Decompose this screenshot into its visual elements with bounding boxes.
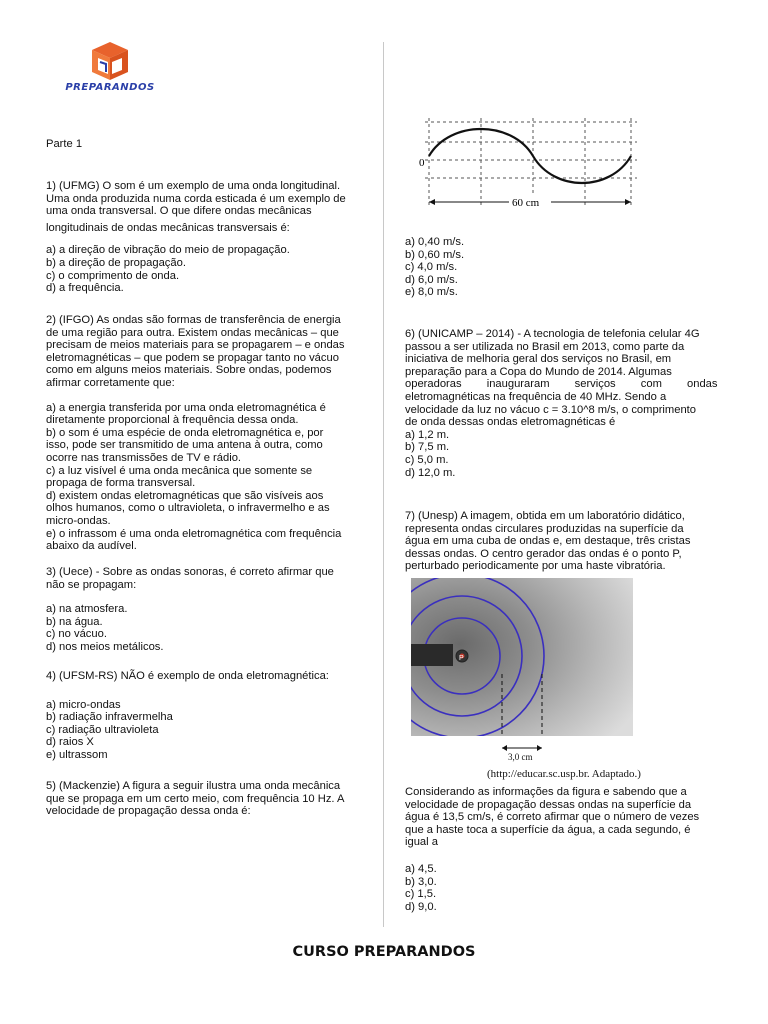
wave-curve xyxy=(429,129,631,183)
q2-option: propaga de forma transversal. xyxy=(46,477,196,490)
q2-stem-line: precisam de meios materiais para se propagarem – e ondas xyxy=(46,339,345,352)
q5-stem-line: que se propaga em um certo meio, com frequência 10 Hz. A xyxy=(46,792,345,805)
question-5-options xyxy=(405,236,719,299)
q6-stem-line: passou a ser utilizada no Brasil em 2013, como parte da xyxy=(405,340,685,353)
q6-option: b) 7,5 m. xyxy=(405,441,450,454)
question-6 xyxy=(405,328,719,479)
q6-option: a) 1,2 m. xyxy=(405,428,450,441)
q5-option: e) 8,0 m/s. xyxy=(405,286,458,299)
q7-follow-line: água é 13,5 cm/s, é correto afirmar que o número de vezes xyxy=(405,811,700,824)
cube-logo-icon xyxy=(50,40,170,84)
question-1 xyxy=(46,180,360,295)
q2-option: c) a luz visível é uma onda mecânica que somente se xyxy=(46,464,313,477)
q2-option: micro-ondas. xyxy=(46,514,111,527)
q7-option: c) 1,5. xyxy=(405,888,437,901)
question-3 xyxy=(46,566,360,654)
wave-tank-photo xyxy=(411,578,633,766)
q6-stem-line: preparação para a Copa do Mundo de 2014. Algumas xyxy=(405,365,672,378)
question-5 xyxy=(46,780,360,818)
q1-stem-line: uma onda transversal. O que difere ondas mecânicas xyxy=(46,205,312,218)
q7-follow-line: que a haste toca a superfície da água, a cada segundo, é xyxy=(405,823,691,836)
q5-stem-line: velocidade de propagação dessa onda é: xyxy=(46,805,251,818)
arrow-left-icon xyxy=(429,199,435,205)
q7-stem-line: dessas ondas. O centro gerador das ondas é o ponto P, xyxy=(405,547,682,560)
q3-option: a) na atmosfera. xyxy=(46,603,128,616)
logo-text: PREPARANDOS xyxy=(65,82,155,93)
question-4 xyxy=(46,670,360,762)
q2-stem-line: como em alguns meios materiais. Sobre ondas, podemos xyxy=(46,364,332,377)
q1-option: b) a direção de propagação. xyxy=(46,256,186,269)
q1-stem-line: 1) (UFMG) O som é um exemplo de uma onda longitudinal. xyxy=(46,180,341,192)
q5-option: b) 0,60 m/s. xyxy=(405,248,465,261)
q2-stem-line: eletromagnéticas – que podem se propagar tanto no vácuo xyxy=(46,351,339,364)
q7-stem-line: água em uma cuba de ondas e, em destaque, três cristas xyxy=(405,535,691,548)
q2-option: b) o som é uma espécie de onda eletromagnética e, por xyxy=(46,426,324,439)
footer-title: CURSO PREPARANDOS xyxy=(292,944,476,960)
q2-stem-line: 2) (IFGO) As ondas são formas de transferência de energia xyxy=(46,314,341,326)
q5-option: a) 0,40 m/s. xyxy=(405,236,465,248)
q5-option: d) 6,0 m/s. xyxy=(405,273,458,286)
distance-label: 3,0 cm xyxy=(508,752,533,762)
arrow-right-icon xyxy=(625,199,631,205)
q2-option: abaixo da audível. xyxy=(46,540,137,553)
question-7 xyxy=(405,510,719,573)
brand-logo xyxy=(50,40,170,100)
q1-option: a) a direção de vibração do meio de propagação. xyxy=(46,244,290,257)
q4-stem-line: 4) (UFSM-RS) NÃO é exemplo de onda eletromagnética: xyxy=(46,670,329,682)
q2-option: e) o infrassom é uma onda eletromagnética com frequência xyxy=(46,527,342,540)
q2-option: olhos humanos, como o ultravioleta, o infravermelho e as xyxy=(46,502,330,515)
q4-option: c) radiação ultravioleta xyxy=(46,723,159,736)
q7-stem-line: 7) (Unesp) A imagem, obtida em um laboratório didático, xyxy=(405,510,685,522)
photo-caption: (http://educar.sc.usp.br. Adaptado.) xyxy=(487,768,641,780)
q6-stem-line: iniciativa de melhoria geral dos serviços no Brasil, em xyxy=(405,353,672,366)
q4-option: a) micro-ondas xyxy=(46,698,121,711)
q2-option: diretamente proporcional à frequência dessa onda. xyxy=(46,414,299,427)
part-title: Parte 1 xyxy=(46,138,83,150)
q2-option: a) a energia transferida por uma onda eletromagnética é xyxy=(46,401,326,414)
q4-option: e) ultrassom xyxy=(46,748,108,761)
q7-option: d) 9,0. xyxy=(405,900,437,913)
q3-option: c) no vácuo. xyxy=(46,628,107,641)
q2-stem-line: afirmar corretamente que: xyxy=(46,376,175,389)
q7-follow-line: igual a xyxy=(405,836,438,849)
q1-option: c) o comprimento de onda. xyxy=(46,269,180,282)
q6-stem-line: 6) (UNICAMP – 2014) - A tecnologia de telefonia celular 4G xyxy=(405,328,700,340)
q3-option: b) na água. xyxy=(46,615,103,628)
q5-stem-line: 5) (Mackenzie) A figura a seguir ilustra uma onda mecânica xyxy=(46,780,341,792)
q4-option: d) raios X xyxy=(46,736,94,749)
q2-option: isso, pode ser transmitido de uma antena à outra, como xyxy=(46,439,323,452)
q6-stem-line: operadoras inauguraram serviços com ondas xyxy=(405,378,718,391)
q7-option: b) 3,0. xyxy=(405,875,437,888)
q6-option: d) 12,0 m. xyxy=(405,466,456,479)
q7-stem-line: representa ondas circulares produzidas na superfície da xyxy=(405,522,684,535)
q7-option: a) 4,5. xyxy=(405,862,437,875)
column-divider xyxy=(383,42,384,927)
q5-option: c) 4,0 m/s. xyxy=(405,261,458,274)
q1-stem-line: Uma onda produzida numa corda esticada é um exemplo de xyxy=(46,192,346,205)
wave-figure xyxy=(405,116,645,216)
q4-option: b) radiação infravermelha xyxy=(46,711,173,724)
q6-stem-line: eletromagnéticas na frequência de 40 MHz. Sendo a xyxy=(405,390,667,403)
q2-option: d) existem ondas eletromagnéticas que são visíveis aos xyxy=(46,489,324,502)
q2-option: ocorre nas transmissões de TV e rádio. xyxy=(46,451,242,464)
q7-follow-line: velocidade de propagação dessas ondas na superfície da xyxy=(405,798,692,811)
question-2 xyxy=(46,314,360,553)
q1-stem-line: longitudinais de ondas mecânicas transversais é: xyxy=(46,221,290,234)
wave-length-label: 60 cm xyxy=(512,197,540,209)
q7-follow-line: Considerando as informações da figura e sabendo que a xyxy=(405,786,687,798)
point-p-label: P xyxy=(459,655,464,662)
q2-stem-line: de uma região para outra. Existem ondas mecânicas – que xyxy=(46,326,339,339)
q6-stem-line: de onda dessas ondas eletromagnéticas é xyxy=(405,416,616,429)
q3-stem-line: não se propagam: xyxy=(46,578,137,591)
q6-option: c) 5,0 m. xyxy=(405,453,449,466)
wave-origin-label: 0 xyxy=(419,157,425,169)
q3-option: d) nos meios metálicos. xyxy=(46,640,164,653)
q1-option: d) a frequência. xyxy=(46,282,124,295)
question-7-follow xyxy=(405,786,719,913)
q7-stem-line: perturbado periodicamente por uma haste vibratória. xyxy=(405,560,666,573)
q6-stem-line: velocidade da luz no vácuo c = 3.10^8 m/s, o comprimento xyxy=(405,403,697,416)
vibrating-rod xyxy=(411,644,453,666)
q3-stem-line: 3) (Uece) - Sobre as ondas sonoras, é correto afirmar que xyxy=(46,566,334,578)
